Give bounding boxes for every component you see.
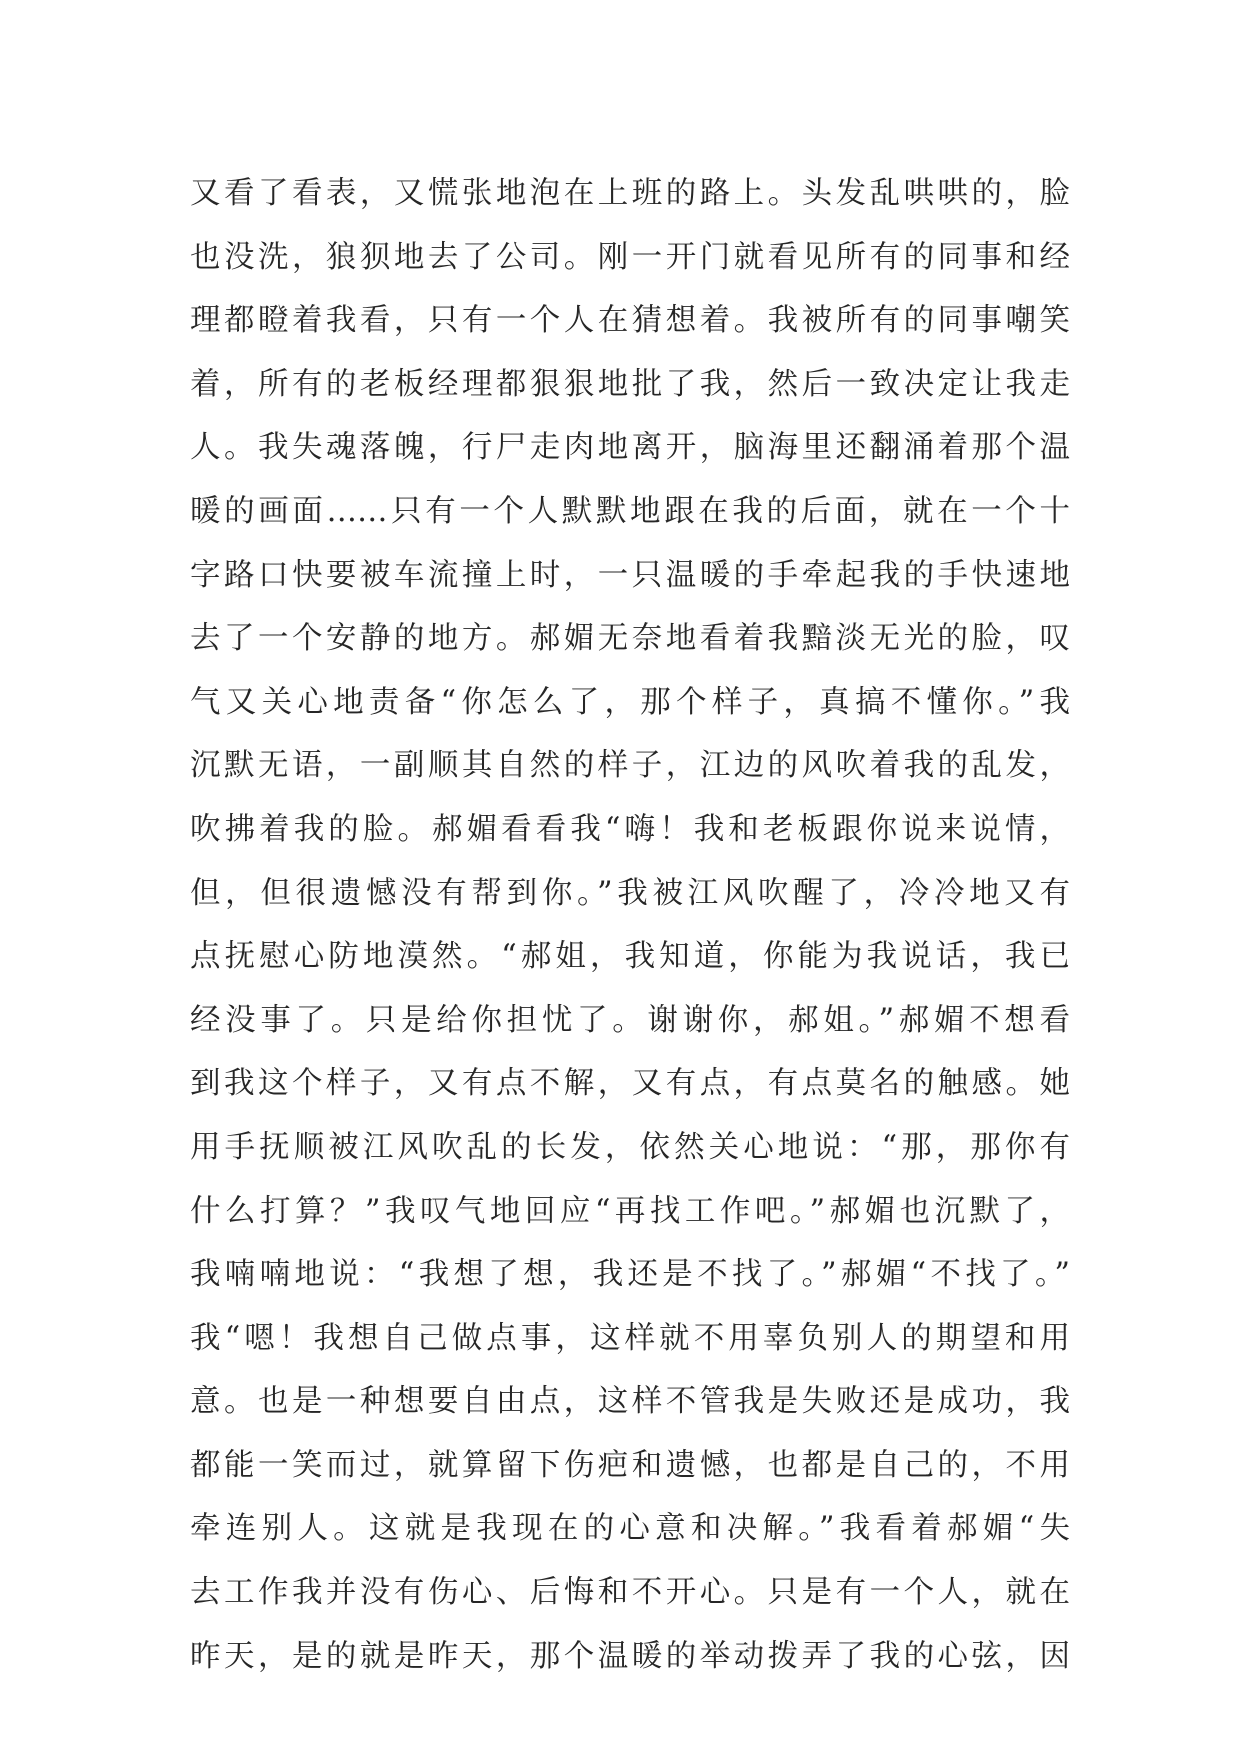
text-line-4: 着，所有的老板经理都狠狠地批了我，然后一致决定让我走 [190, 366, 1070, 402]
text-line-9: 气又关心地责备“你怎么了，那个样子，真搞不懂你。”我 [190, 684, 1070, 720]
text-line-24: 昨天，是的就是昨天，那个温暖的举动拨弄了我的心弦，因 [190, 1638, 1070, 1674]
text-line-5: 人。我失魂落魄，行尸走肉地离开，脑海里还翻涌着那个温 [190, 430, 1070, 466]
text-line-8: 去了一个安静的地方。郝媚无奈地看着我黯淡无光的脸，叹 [190, 621, 1070, 657]
text-line-14: 经没事了。只是给你担忧了。谢谢你，郝姐。”郝媚不想看 [190, 1002, 1070, 1038]
text-line-20: 意。也是一种想要自由点，这样不管我是失败还是成功，我 [190, 1384, 1070, 1420]
text-line-15: 到我这个样子，又有点不解，又有点，有点莫名的触感。她 [190, 1066, 1070, 1102]
text-line-13: 点抚慰心防地漠然。“郝姐，我知道，你能为我说话，我已 [190, 939, 1070, 975]
text-line-2: 也没洗，狼狈地去了公司。刚一开门就看见所有的同事和经 [190, 239, 1070, 275]
text-line-3: 理都瞪着我看，只有一个人在猜想着。我被所有的同事嘲笑 [190, 303, 1070, 339]
text-line-22: 牵连别人。这就是我现在的心意和决解。”我看着郝媚“失 [190, 1511, 1070, 1547]
body-text [190, 162, 1070, 1688]
text-line-21: 都能一笑而过，就算留下伤疤和遗憾，也都是自己的，不用 [190, 1447, 1070, 1483]
text-line-17: 什么打算？”我叹气地回应“再找工作吧。”郝媚也沉默了， [190, 1193, 1070, 1229]
text-line-19: 我“嗯！我想自己做点事，这样就不用辜负别人的期望和用 [190, 1320, 1070, 1356]
text-line-10: 沉默无语，一副顺其自然的样子，江边的风吹着我的乱发， [190, 748, 1070, 784]
text-line-12: 但，但很遗憾没有帮到你。”我被江风吹醒了，冷冷地又有 [190, 875, 1070, 911]
text-line-7: 字路口快要被车流撞上时，一只温暖的手牵起我的手快速地 [190, 557, 1070, 593]
text-line-1: 又看了看表，又慌张地泡在上班的路上。头发乱哄哄的，脸 [190, 176, 1070, 211]
text-line-16: 用手抚顺被江风吹乱的长发，依然关心地说：“那，那你有 [190, 1129, 1070, 1165]
text-line-18: 我喃喃地说：“我想了想，我还是不找了。”郝媚“不找了。” [190, 1257, 1070, 1293]
text-line-6: 暖的画面……只有一个人默默地跟在我的后面，就在一个十 [190, 493, 1070, 529]
text-line-23: 去工作我并没有伤心、后悔和不开心。只是有一个人，就在 [190, 1575, 1070, 1611]
text-line-11: 吹拂着我的脸。郝媚看看我“嗨！我和老板跟你说来说情， [190, 811, 1070, 847]
